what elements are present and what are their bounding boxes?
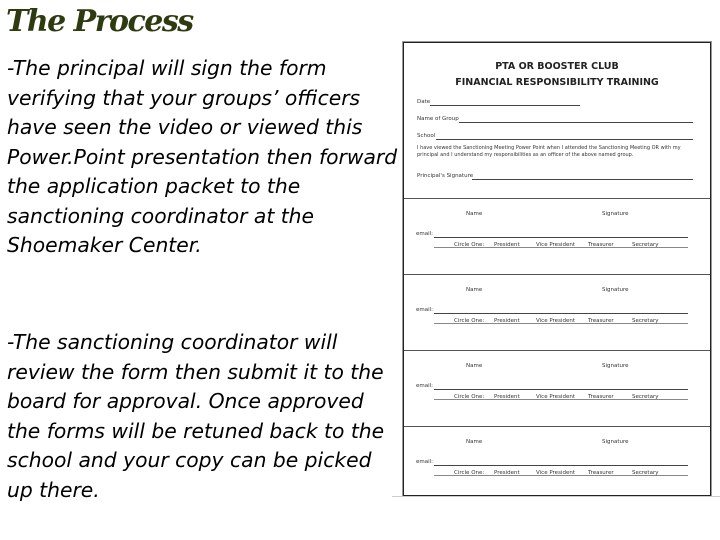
role-treasurer: Treasurer xyxy=(588,394,614,400)
officer-name-label: Name xyxy=(466,287,483,293)
slide-title: The Process xyxy=(6,4,193,39)
role-vice-president: Vice President xyxy=(536,318,575,324)
officer-roles-line xyxy=(434,475,688,476)
role-president: President xyxy=(494,318,520,324)
officer-email-label: email: xyxy=(416,383,434,389)
paragraph-principal-signs: -The principal will sign the form verifying that your groups’ officers have seen the video or viewed this Power.Point presentation then forward the application packet to the sanctioning coordinator at the Shoemaker Center. xyxy=(7,56,398,257)
form-school-line xyxy=(436,139,693,140)
officer-circle-label: Circle One: xyxy=(454,470,485,476)
role-vice-president: Vice President xyxy=(536,394,575,400)
officer-signature-label: Signature xyxy=(602,439,629,445)
officer-circle-label: Circle One: xyxy=(454,318,485,324)
form-date-label: Date xyxy=(417,99,431,105)
officer-signature-label: Signature xyxy=(602,211,629,217)
role-vice-president: Vice President xyxy=(536,242,575,248)
form-date-line xyxy=(430,105,580,106)
officer-circle-label: Circle One: xyxy=(454,394,485,400)
officer-name-label: Name xyxy=(466,439,483,445)
officer-email-line xyxy=(434,389,688,390)
officer-email-label: email: xyxy=(416,459,434,465)
role-secretary: Secretary xyxy=(632,394,659,400)
form-statement: I have viewed the Sanctioning Meeting Power Point when I attended the Sanctioning Meeting OR with my principal and I understand my responsibilities as an officer of the above named group. xyxy=(417,145,681,158)
role-secretary: Secretary xyxy=(632,318,659,324)
officer-block xyxy=(404,274,710,351)
role-treasurer: Treasurer xyxy=(588,318,614,324)
officer-block xyxy=(404,426,710,503)
form-principal-line xyxy=(472,179,693,180)
form-group-line xyxy=(459,122,693,123)
form-school-label: School xyxy=(417,133,436,139)
officer-roles-line xyxy=(434,399,688,400)
officer-email-label: email: xyxy=(416,231,434,237)
officer-circle-label: Circle One: xyxy=(454,242,485,248)
role-secretary: Secretary xyxy=(632,242,659,248)
officer-email-line xyxy=(434,313,688,314)
form-group-label: Name of Group xyxy=(417,116,459,122)
form-principal-label: Principal's Signature xyxy=(417,173,474,179)
form-subheading: FINANCIAL RESPONSIBILITY TRAINING xyxy=(455,77,659,88)
officer-email-line xyxy=(434,465,688,466)
officer-block xyxy=(404,350,710,427)
role-president: President xyxy=(494,242,520,248)
officer-email-label: email: xyxy=(416,307,434,313)
training-form-image xyxy=(403,42,711,496)
role-secretary: Secretary xyxy=(632,470,659,476)
paragraph-coordinator-review: -The sanctioning coordinator will review the form then submit it to the board for approval. Once approved the forms will be retuned back to the school and your copy can be picked up there. xyxy=(7,330,385,502)
role-treasurer: Treasurer xyxy=(588,242,614,248)
officer-block xyxy=(404,198,710,275)
form-heading: PTA OR BOOSTER CLUB xyxy=(495,61,619,72)
role-vice-president: Vice President xyxy=(536,470,575,476)
divider-line xyxy=(392,496,720,497)
role-president: President xyxy=(494,394,520,400)
officer-roles-line xyxy=(434,247,688,248)
officer-signature-label: Signature xyxy=(602,363,629,369)
role-treasurer: Treasurer xyxy=(588,470,614,476)
officer-roles-line xyxy=(434,323,688,324)
officer-signature-label: Signature xyxy=(602,287,629,293)
officer-email-line xyxy=(434,237,688,238)
officer-name-label: Name xyxy=(466,363,483,369)
officer-name-label: Name xyxy=(466,211,483,217)
role-president: President xyxy=(494,470,520,476)
